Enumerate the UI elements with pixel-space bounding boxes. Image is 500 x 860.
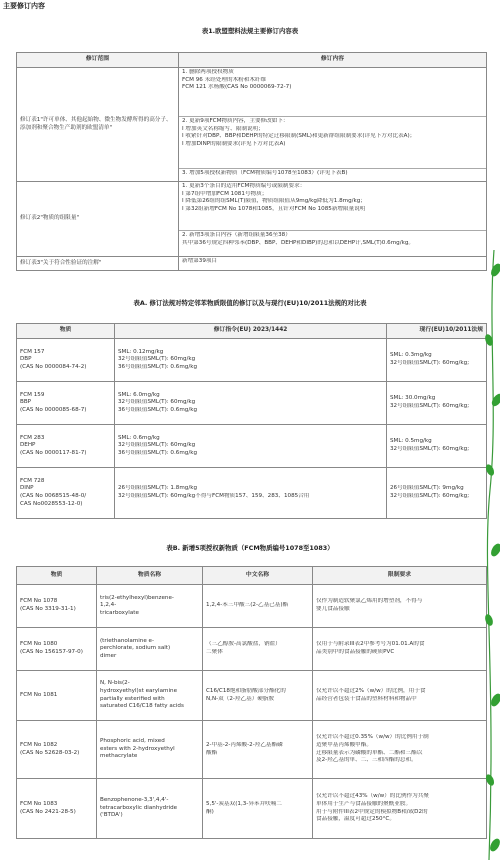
cn-line: C16/C18饱和脂肪酸部分酯化的 [206, 687, 286, 694]
substance-line: CAS No0028553-12-0) [20, 500, 83, 507]
revision-block [179, 168, 486, 181]
limit-line: SML: 30.0mg/kg [390, 395, 436, 402]
substance-cell [17, 585, 97, 628]
limit-line: 32号组限值SML(T): 60mg/kg不得与FCM物质157、159、283、1085合用 [118, 493, 310, 499]
restriction-line: 仅允许以不超过43%（w/w）的比例作为共聚 [316, 793, 429, 800]
revision-line: I 第7组中增加FCM 1081号物质； [182, 190, 268, 197]
restriction-line: 食品接触，温度可超过250°C。 [316, 816, 395, 823]
substance-cell [17, 671, 97, 721]
name-line: perchlorate, sodium salt) [100, 645, 171, 652]
limit-line: SML: 0.12mg/kg [118, 348, 164, 355]
tableA-header-current: 现行(EU)10/2011法规 [387, 324, 487, 339]
cn-line: N,N-双（2-羟乙基）硬脂胺 [206, 695, 275, 702]
new-limit-cell [115, 382, 387, 425]
name-line: methacrylate [100, 753, 138, 760]
cn-line: （三乙醇胺-高氯酸盐，钠盐） [206, 641, 281, 648]
cn-line: 二聚体 [206, 649, 223, 655]
substance-line: DINP [20, 485, 34, 492]
restriction-line: 仅作为制造软聚氯乙烯用的增塑剂，不得与 [316, 598, 423, 605]
chinese-name-cell [203, 671, 313, 721]
table1-header-scope: 修订范围 [17, 53, 179, 68]
restriction-cell [313, 779, 487, 839]
tableA-header-new: 修订指令(EU) 2023/1442 [115, 324, 387, 339]
revision-line: FCM 121 水杨酸(CAS No 0000069-72-7) [182, 84, 292, 91]
name-line: tris(2-ethylhexyl)benzene- [100, 594, 174, 601]
substance-line: FCM 159 [20, 391, 45, 398]
name-line: tetracarboxylic dianhydride [100, 804, 178, 811]
substance-cell [17, 425, 115, 468]
substance-name-cell [97, 585, 203, 628]
limit-line: 32号组限值SML(T): 60mg/kg [118, 399, 196, 406]
table1 [16, 52, 487, 271]
restriction-cell [313, 721, 487, 779]
revision-line: I 增加英文名称缩写、限制说明； [182, 125, 264, 132]
revision-line: 2. 更新9项FCM物质内容，主要修改如下： [182, 118, 289, 124]
limit-line: 32号组限值SML(T): 60mg/kg; [390, 360, 470, 366]
name-line: Phosphoric acid, mixed [100, 738, 165, 745]
name-line: tricarboxylate [100, 609, 139, 616]
tableA-row [17, 425, 487, 468]
chinese-name-cell [203, 721, 313, 779]
substance-line: DBP [20, 356, 32, 363]
table1-row [17, 257, 487, 271]
revision-line: 3. 增加5项授权新物质（FCM物质编号1078至1083）(详见下表B) [182, 170, 348, 176]
revision-block [179, 182, 486, 230]
revision-line: 1. 更新3个条目的适用FCM物质编号或限制要求： [182, 183, 306, 189]
revision-line: 1. 删除两项授权物质 [182, 69, 234, 75]
substance-line: (CAS No 156157-97-0) [20, 649, 83, 655]
limit-line: 26号组限值SML(T): 1.8mg/kg [118, 485, 198, 492]
limit-line: 32号组限值SML(T): 60mg/kg; [390, 493, 470, 499]
restriction-cell [313, 671, 487, 721]
tableB-header-name: 物质名称 [97, 567, 203, 585]
tableB-header-substance: 物质 [17, 567, 97, 585]
limit-line: SML: 6.0mg/kg [118, 391, 160, 398]
chinese-name-cell [203, 779, 313, 839]
restriction-line: 及2-羟乙基的单、二、三和四酯的总和。 [316, 757, 417, 764]
revision-block [179, 257, 486, 270]
substance-line: FCM No 1080 [20, 641, 58, 648]
tableB-row [17, 779, 487, 839]
substance-line: (CAS No 3319-31-1) [20, 606, 76, 612]
revision-line: 2. 新增3项条目内容（新增组限量36至38） [182, 232, 291, 238]
substance-name-cell [97, 779, 203, 839]
restriction-line: 婴儿食品接触 [316, 606, 350, 612]
revision-block [179, 116, 486, 168]
tableA-header-substance: 物质 [17, 324, 115, 339]
substance-line: (CAS No 0000084-74-2) [20, 363, 87, 370]
substance-name-cell [97, 628, 203, 671]
table1-caption: 表1.欧盟塑料法规主要修订内容表 [201, 27, 299, 35]
tableA-row [17, 382, 487, 425]
current-limit-cell [387, 339, 487, 382]
name-line: Benzophenone-3,3',4,4'- [100, 797, 169, 804]
substance-line: (CAS No 2421-28-5) [20, 808, 76, 815]
page-heading: 主要修订内容 [3, 2, 45, 10]
substance-name-cell [97, 721, 203, 779]
tableB-caption: 表B. 新增5项授权新物质（FCM物质编号1078至1083） [166, 544, 334, 552]
limit-line: 36号组限值SML(T): 0.6mg/kg [118, 363, 198, 370]
revision-line: FCM 96 未经处理的木粉和木纤维 [182, 76, 267, 83]
revision-line: 新增第39项目 [182, 258, 218, 264]
restriction-line: 仅允许以不超过2%（w/w）的比例，用于食 [316, 687, 426, 694]
name-line: N, N-bis(2- [100, 680, 130, 687]
limit-line: 26号组限值SML(T): 9mg/kg [390, 485, 464, 492]
limit-line: 32号组限值SML(T): 60mg/kg; [390, 403, 470, 409]
tableB-header-limit: 限制要求 [313, 567, 487, 585]
name-line: partially esterified with [100, 695, 165, 702]
substance-name-cell [97, 671, 203, 721]
name-line: dimer [100, 652, 117, 659]
name-line: hydroxyethyl)st earylamine [100, 687, 178, 694]
new-limit-cell [115, 468, 387, 519]
restriction-line: 用于与附件III表2中规定的模拟物B和/或D2的 [316, 808, 428, 815]
restriction-line: 仅允许以不超过0.35%（w/w）的比例用于制 [316, 734, 429, 741]
substance-cell [17, 382, 115, 425]
revision-content [179, 68, 487, 182]
restriction-line: 仅用于与附录III表2中参考号为01.01.A的食 [316, 641, 425, 648]
tableB-row [17, 721, 487, 779]
substance-cell [17, 779, 97, 839]
revision-line: 其中第36号规定四种邻苯(DBP、BBP、DEHP和DIBP)的总和以DEHP计,SML(T)0.6mg/kg。 [182, 239, 414, 246]
current-limit-cell [387, 468, 487, 519]
restriction-line: 品经营者包装干食品的塑料材料和物品中 [316, 695, 417, 702]
limit-line: SML: 0.5mg/kg [390, 438, 432, 445]
limit-line: 32号组限值SML(T): 60mg/kg [118, 442, 196, 449]
revision-scope: 修订表3"关于符合性验证的注解" [17, 257, 179, 271]
restriction-line: 造聚甲基丙烯酸甲酯。 [316, 741, 372, 748]
table1-row [17, 182, 487, 257]
substance-cell [17, 721, 97, 779]
substance-cell [17, 468, 115, 519]
revision-block [179, 230, 486, 256]
cn-line: 酸酯 [206, 749, 218, 756]
name-line: (triethanolamine e- [100, 637, 155, 644]
restriction-line: 品类别中的食品接触的硬质PVC [316, 649, 395, 655]
restriction-line: 迁移限量表示为磷酸的单酯、二酯和三酯以 [316, 749, 423, 756]
limit-line: 36号组限值SML(T): 0.6mg/kg [118, 406, 198, 413]
restriction-cell [313, 585, 487, 628]
substance-line: (CAS No 0000085-68-7) [20, 406, 87, 413]
tableB-row [17, 628, 487, 671]
restriction-line: 单体用于生产与食品接触的聚酰亚胺。 [316, 800, 412, 807]
tableA-row [17, 468, 487, 519]
tableA [16, 323, 487, 519]
limit-line: SML: 0.6mg/kg [118, 434, 160, 441]
revision-content [179, 182, 487, 257]
substance-line: (CAS No 0000117-81-7) [20, 449, 87, 456]
substance-cell [17, 339, 115, 382]
revision-scope: 修订表2"物质的组限量" [17, 182, 179, 257]
substance-cell [17, 628, 97, 671]
tableB-row [17, 671, 487, 721]
current-limit-cell [387, 425, 487, 468]
tableA-row [17, 339, 487, 382]
substance-line: FCM No 1078 [20, 598, 58, 605]
revision-content [179, 257, 487, 271]
name-line: 1,2,4- [100, 602, 117, 609]
chinese-name-cell [203, 628, 313, 671]
revision-line: I 收紧针对DBP、BBP和DEHP的特定迁移限制(SML)和更新群组限制要求(详见下方对比表A)； [182, 133, 416, 140]
decorative-vine [480, 250, 500, 860]
name-line: esters with 2-hydroxyethyl [100, 745, 175, 752]
chinese-name-cell [203, 585, 313, 628]
restriction-cell [313, 628, 487, 671]
substance-line: BBP [20, 399, 32, 406]
substance-line: FCM No 1081 [20, 691, 58, 698]
substance-line: (CAS No 0068515-48-0/ [20, 493, 87, 499]
tableA-caption: 表A. 修订法规对特定邻苯物质限值的修订以及与现行(EU)10/2011法规的对比表 [133, 299, 367, 307]
cn-line: 2-甲基-2-丙烯酸-2-羟乙基酯磷 [206, 741, 283, 748]
cn-line: 5,5'-炭基双(1,3-异苯并呋喃二 [206, 800, 282, 807]
tableB [16, 566, 487, 839]
tableB-row [17, 585, 487, 628]
tableB-header-cn: 中文名称 [203, 567, 313, 585]
substance-line: FCM No 1083 [20, 800, 58, 807]
revision-line: I 第32组新增FCM No 1078和1085，且针对FCM No 1085新增限量说明 [182, 205, 366, 212]
name-line: ('BTDA') [100, 812, 123, 819]
substance-line: FCM 283 [20, 434, 45, 441]
limit-line: SML: 0.3mg/kg [390, 352, 432, 359]
revision-line: I 降低第26组的组SML(T)限值，物质组限值从9mg/kg降低为1.8mg/kg； [182, 198, 366, 205]
revision-block [179, 68, 486, 116]
substance-line: (CAS No 52628-03-2) [20, 749, 80, 756]
current-limit-cell [387, 382, 487, 425]
table1-header-content: 修订内容 [179, 53, 487, 68]
substance-line: FCM 157 [20, 348, 45, 355]
name-line: saturated C16/C18 fatty acids [100, 703, 184, 710]
table1-row [17, 68, 487, 182]
substance-line: FCM No 1082 [20, 741, 58, 748]
revision-line: I 增加DINP的限制要求(详见下方对比表A) [182, 140, 286, 147]
revision-scope: 修订表1"许可单体、其他起始物、微生物发酵所得的高分子、添加剂和聚合物生产助剂的欧盟清单" [17, 68, 179, 182]
new-limit-cell [115, 425, 387, 468]
substance-line: FCM 728 [20, 477, 45, 484]
cn-line: 1,2,4-苯三甲酸三(2-乙基己基)酯 [206, 602, 289, 609]
cn-line: 酮) [206, 808, 214, 815]
limit-line: 36号组限值SML(T): 0.6mg/kg [118, 449, 198, 456]
new-limit-cell [115, 339, 387, 382]
limit-line: 32号组限值SML(T): 60mg/kg [118, 356, 196, 363]
substance-line: DEHP [20, 442, 36, 449]
limit-line: 32号组限值SML(T): 60mg/kg; [390, 446, 470, 452]
